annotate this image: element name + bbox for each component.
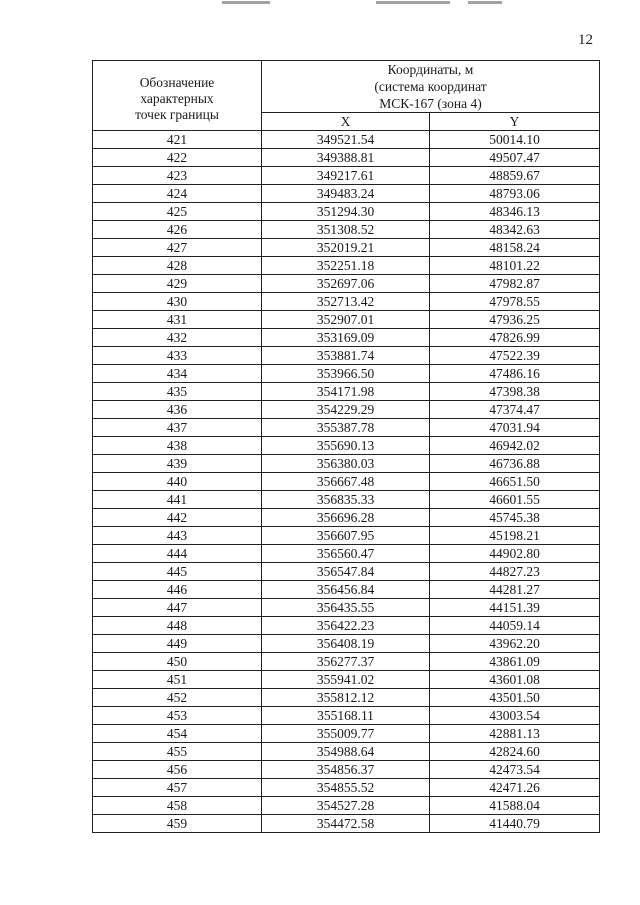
y-coordinate-cell: 45198.21 [430, 527, 600, 545]
point-id-cell: 456 [93, 761, 262, 779]
header-coords-line-2: (система координат [374, 79, 487, 94]
table-row [93, 167, 600, 185]
table-row [93, 653, 600, 671]
x-coordinate-cell: 349483.24 [262, 185, 430, 203]
table-row [93, 563, 600, 581]
header-point-designation [93, 61, 262, 131]
point-id-cell: 442 [93, 509, 262, 527]
point-id-cell: 447 [93, 599, 262, 617]
x-coordinate-cell: 354855.52 [262, 779, 430, 797]
y-coordinate-cell: 44827.23 [430, 563, 600, 581]
header-coords-line-1: Координаты, м [387, 62, 474, 77]
y-coordinate-cell: 43003.54 [430, 707, 600, 725]
x-coordinate-cell: 356547.84 [262, 563, 430, 581]
table-row [93, 707, 600, 725]
point-id-cell: 436 [93, 401, 262, 419]
x-coordinate-cell: 356696.28 [262, 509, 430, 527]
table-row [93, 671, 600, 689]
point-id-cell: 458 [93, 797, 262, 815]
y-coordinate-cell: 46942.02 [430, 437, 600, 455]
point-id-cell: 443 [93, 527, 262, 545]
table-row [93, 797, 600, 815]
table-row [93, 815, 600, 833]
point-id-cell: 435 [93, 383, 262, 401]
x-coordinate-cell: 356667.48 [262, 473, 430, 491]
y-coordinate-cell: 48346.13 [430, 203, 600, 221]
table-row [93, 509, 600, 527]
x-coordinate-cell: 352697.06 [262, 275, 430, 293]
x-coordinate-cell: 355941.02 [262, 671, 430, 689]
scan-edge-marks [0, 0, 640, 6]
x-coordinate-cell: 353966.50 [262, 365, 430, 383]
point-id-cell: 430 [93, 293, 262, 311]
point-id-cell: 445 [93, 563, 262, 581]
x-coordinate-cell: 351308.52 [262, 221, 430, 239]
y-coordinate-cell: 49507.47 [430, 149, 600, 167]
x-coordinate-cell: 356277.37 [262, 653, 430, 671]
y-coordinate-cell: 47522.39 [430, 347, 600, 365]
y-coordinate-cell: 43601.08 [430, 671, 600, 689]
x-coordinate-cell: 353881.74 [262, 347, 430, 365]
y-coordinate-cell: 48793.06 [430, 185, 600, 203]
y-coordinate-cell: 47486.16 [430, 365, 600, 383]
point-id-cell: 432 [93, 329, 262, 347]
point-id-cell: 434 [93, 365, 262, 383]
x-coordinate-cell: 351294.30 [262, 203, 430, 221]
y-coordinate-cell: 46651.50 [430, 473, 600, 491]
table-row [93, 779, 600, 797]
table-row [93, 239, 600, 257]
y-coordinate-cell: 47978.55 [430, 293, 600, 311]
y-coordinate-cell: 41440.79 [430, 815, 600, 833]
x-coordinate-cell: 355690.13 [262, 437, 430, 455]
x-coordinate-cell: 356456.84 [262, 581, 430, 599]
y-coordinate-cell: 42471.26 [430, 779, 600, 797]
table-row [93, 725, 600, 743]
point-id-cell: 422 [93, 149, 262, 167]
x-coordinate-cell: 353169.09 [262, 329, 430, 347]
y-coordinate-cell: 50014.10 [430, 131, 600, 149]
table-row [93, 221, 600, 239]
y-coordinate-cell: 48859.67 [430, 167, 600, 185]
table-row [93, 383, 600, 401]
table-row [93, 527, 600, 545]
point-id-cell: 439 [93, 455, 262, 473]
table-row [93, 365, 600, 383]
table-row [93, 599, 600, 617]
point-id-cell: 429 [93, 275, 262, 293]
x-coordinate-cell: 356408.19 [262, 635, 430, 653]
y-coordinate-cell: 48101.22 [430, 257, 600, 275]
x-coordinate-cell: 355168.11 [262, 707, 430, 725]
y-coordinate-cell: 43861.09 [430, 653, 600, 671]
x-coordinate-cell: 352019.21 [262, 239, 430, 257]
table-row [93, 401, 600, 419]
point-id-cell: 454 [93, 725, 262, 743]
page-number: 12 [578, 32, 593, 48]
table-row [93, 743, 600, 761]
coordinates-table [92, 60, 600, 833]
table-row [93, 329, 600, 347]
x-coordinate-cell: 354171.98 [262, 383, 430, 401]
y-coordinate-cell: 44902.80 [430, 545, 600, 563]
table-row [93, 635, 600, 653]
y-coordinate-cell: 45745.38 [430, 509, 600, 527]
x-coordinate-cell: 356835.33 [262, 491, 430, 509]
header-name-line-1: Обозначение [139, 74, 215, 90]
x-coordinate-cell: 352251.18 [262, 257, 430, 275]
point-id-cell: 441 [93, 491, 262, 509]
y-coordinate-cell: 47398.38 [430, 383, 600, 401]
table-row [93, 275, 600, 293]
point-id-cell: 423 [93, 167, 262, 185]
y-coordinate-cell: 42473.54 [430, 761, 600, 779]
table-row [93, 761, 600, 779]
table-row [93, 419, 600, 437]
x-coordinate-cell: 356435.55 [262, 599, 430, 617]
table-row [93, 293, 600, 311]
y-coordinate-cell: 48158.24 [430, 239, 600, 257]
y-coordinate-cell: 46601.55 [430, 491, 600, 509]
point-id-cell: 450 [93, 653, 262, 671]
table-body [93, 131, 600, 833]
point-id-cell: 431 [93, 311, 262, 329]
y-coordinate-cell: 41588.04 [430, 797, 600, 815]
header-name-line-3: точек границы [135, 106, 219, 122]
table-row [93, 185, 600, 203]
table-row [93, 581, 600, 599]
header-x: X [262, 113, 430, 131]
x-coordinate-cell: 349388.81 [262, 149, 430, 167]
y-coordinate-cell: 44151.39 [430, 599, 600, 617]
table-row [93, 617, 600, 635]
x-coordinate-cell: 355812.12 [262, 689, 430, 707]
point-id-cell: 426 [93, 221, 262, 239]
y-coordinate-cell: 44281.27 [430, 581, 600, 599]
point-id-cell: 446 [93, 581, 262, 599]
point-id-cell: 459 [93, 815, 262, 833]
point-id-cell: 444 [93, 545, 262, 563]
table-row [93, 491, 600, 509]
x-coordinate-cell: 356422.23 [262, 617, 430, 635]
table-row [93, 455, 600, 473]
table-row [93, 473, 600, 491]
point-id-cell: 457 [93, 779, 262, 797]
point-id-cell: 428 [93, 257, 262, 275]
x-coordinate-cell: 354527.28 [262, 797, 430, 815]
table-row [93, 311, 600, 329]
x-coordinate-cell: 356380.03 [262, 455, 430, 473]
y-coordinate-cell: 47031.94 [430, 419, 600, 437]
y-coordinate-cell: 42881.13 [430, 725, 600, 743]
x-coordinate-cell: 354472.58 [262, 815, 430, 833]
point-id-cell: 424 [93, 185, 262, 203]
point-id-cell: 421 [93, 131, 262, 149]
table-row [93, 437, 600, 455]
point-id-cell: 425 [93, 203, 262, 221]
y-coordinate-cell: 42824.60 [430, 743, 600, 761]
point-id-cell: 448 [93, 617, 262, 635]
header-coordinates [262, 61, 600, 113]
point-id-cell: 452 [93, 689, 262, 707]
y-coordinate-cell: 43962.20 [430, 635, 600, 653]
point-id-cell: 437 [93, 419, 262, 437]
table-row [93, 257, 600, 275]
x-coordinate-cell: 349217.61 [262, 167, 430, 185]
x-coordinate-cell: 355387.78 [262, 419, 430, 437]
table-row [93, 131, 600, 149]
x-coordinate-cell: 354229.29 [262, 401, 430, 419]
point-id-cell: 455 [93, 743, 262, 761]
y-coordinate-cell: 48342.63 [430, 221, 600, 239]
x-coordinate-cell: 354856.37 [262, 761, 430, 779]
y-coordinate-cell: 47982.87 [430, 275, 600, 293]
table-row [93, 203, 600, 221]
x-coordinate-cell: 352713.42 [262, 293, 430, 311]
point-id-cell: 440 [93, 473, 262, 491]
y-coordinate-cell: 47936.25 [430, 311, 600, 329]
point-id-cell: 453 [93, 707, 262, 725]
point-id-cell: 433 [93, 347, 262, 365]
point-id-cell: 438 [93, 437, 262, 455]
header-y: Y [430, 113, 600, 131]
x-coordinate-cell: 354988.64 [262, 743, 430, 761]
x-coordinate-cell: 355009.77 [262, 725, 430, 743]
point-id-cell: 449 [93, 635, 262, 653]
x-coordinate-cell: 352907.01 [262, 311, 430, 329]
header-coords-line-3: МСК-167 (зона 4) [379, 96, 482, 111]
table-row [93, 347, 600, 365]
y-coordinate-cell: 47374.47 [430, 401, 600, 419]
x-coordinate-cell: 356560.47 [262, 545, 430, 563]
x-coordinate-cell: 356607.95 [262, 527, 430, 545]
header-name-line-2: характерных [140, 90, 214, 106]
table-row [93, 545, 600, 563]
y-coordinate-cell: 47826.99 [430, 329, 600, 347]
y-coordinate-cell: 44059.14 [430, 617, 600, 635]
y-coordinate-cell: 43501.50 [430, 689, 600, 707]
table-row [93, 689, 600, 707]
point-id-cell: 451 [93, 671, 262, 689]
table-row [93, 149, 600, 167]
x-coordinate-cell: 349521.54 [262, 131, 430, 149]
y-coordinate-cell: 46736.88 [430, 455, 600, 473]
point-id-cell: 427 [93, 239, 262, 257]
